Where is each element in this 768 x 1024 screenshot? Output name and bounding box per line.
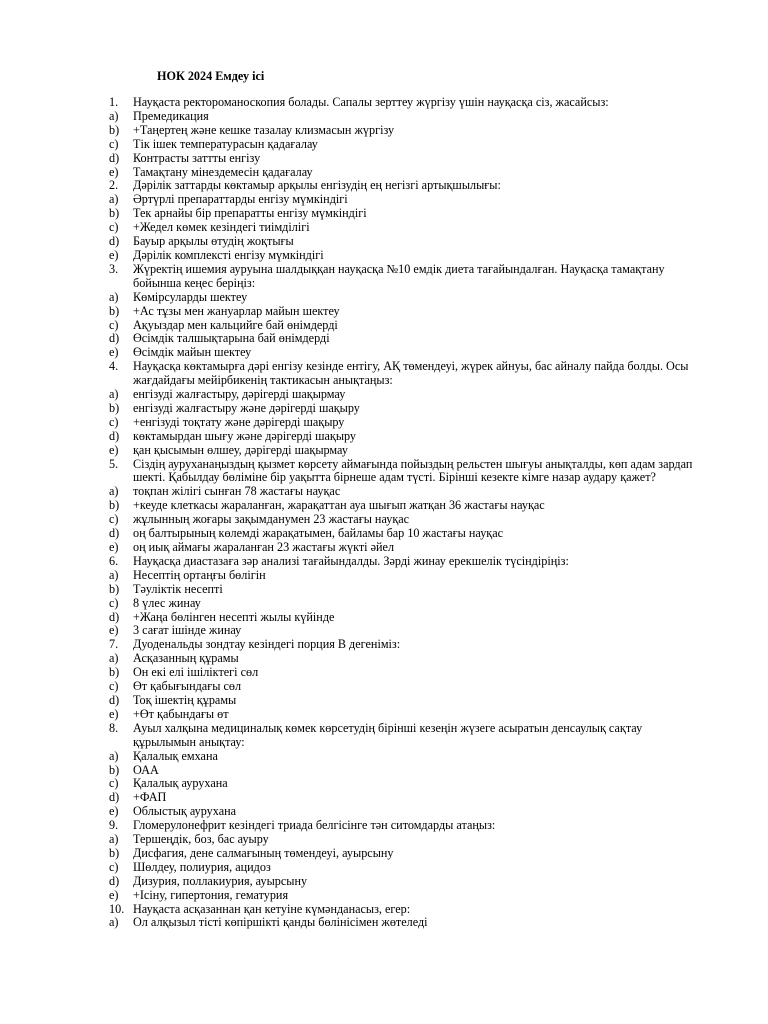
question-item xyxy=(109,96,704,110)
option-letter: c) xyxy=(109,414,119,429)
question-text: Науқасқа диастазаға зәр анализі тағайындалды. Зәрді жинау ерекшелік түсіндіріңіз: xyxy=(133,553,569,568)
option-text: Бауыр арқылы өтудің жоқтығы xyxy=(133,234,294,249)
question-text: Гломерулонефрит кезіндегі триада белгісінге тән ситомдарды атаңыз: xyxy=(133,818,496,833)
option-letter: a) xyxy=(109,748,119,763)
answer-option xyxy=(109,193,704,207)
option-text: Өсімдік майын шектеу xyxy=(133,345,252,360)
answer-option xyxy=(109,624,704,638)
option-text: Ол алқызыл тісті көпіршікті қанды бөлінісімен жөтеледі xyxy=(133,915,428,930)
question-item xyxy=(109,263,704,291)
answer-option xyxy=(109,527,704,541)
option-letter: a) xyxy=(109,567,119,582)
answer-option xyxy=(109,708,704,722)
answer-option xyxy=(109,764,704,778)
question-item xyxy=(109,179,704,193)
question-number: 3. xyxy=(109,261,119,276)
question-text: Науқасқа көктамырға дәрі енгізу кезінде ентігу, АҚ төмендеуі, жүрек айнуы, бас айналу пайда болды. Осы жағдайдағы мейірбикенің тактикасын анықтаңыз: xyxy=(133,359,689,388)
option-letter: e) xyxy=(109,887,119,902)
option-letter: e) xyxy=(109,804,119,819)
option-letter: e) xyxy=(109,164,119,179)
question-number: 2. xyxy=(109,178,119,193)
answer-option xyxy=(109,305,704,319)
answer-option xyxy=(109,861,704,875)
option-letter: b) xyxy=(109,845,120,860)
question-number: 1. xyxy=(109,95,119,109)
option-text: +кеуде клеткасы жараланған, жарақаттан ауа шығып жатқан 36 жастағы науқас xyxy=(133,498,545,513)
answer-option xyxy=(109,388,704,402)
question-text: Сіздің ауруханаңыздың қызмет көрсету аймағында пойыздың рельстен шығуы анықталды, көп адам зардап шекті. Қабылдау бөліміне бір уақытта бірнеше адам түсті. Бірінші кезекте кімге назар аудару қажет? xyxy=(133,456,693,485)
option-letter: a) xyxy=(109,651,119,666)
option-letter: c) xyxy=(109,136,119,151)
option-text: көктамырдан шығу және дәрігерді шақыру xyxy=(133,428,357,443)
answer-option xyxy=(109,221,704,235)
answer-option xyxy=(109,332,704,346)
option-text: +Өт қабындағы өт xyxy=(133,706,229,721)
option-letter: e) xyxy=(109,442,119,457)
answer-option xyxy=(109,444,704,458)
option-letter: c) xyxy=(109,776,119,791)
question-item xyxy=(109,360,704,388)
option-letter: c) xyxy=(109,595,119,610)
option-text: +Ісіну, гипертония, гематурия xyxy=(133,887,289,902)
answer-option xyxy=(109,750,704,764)
option-text: Дәрілік комплексті енгізу мүмкіндігі xyxy=(133,247,324,262)
answer-option xyxy=(109,611,704,625)
option-letter: e) xyxy=(109,706,119,721)
question-number: 6. xyxy=(109,553,119,568)
option-letter: d) xyxy=(109,234,120,249)
option-letter: c) xyxy=(109,220,119,235)
question-number: 5. xyxy=(109,456,119,471)
option-text: 8 үлес жинау xyxy=(133,595,201,610)
option-letter: d) xyxy=(109,150,120,165)
answer-option xyxy=(109,124,704,138)
option-text: қан қысымын өлшеу, дәрігерді шақырмау xyxy=(133,442,348,457)
option-letter: d) xyxy=(109,873,120,888)
answer-option xyxy=(109,166,704,180)
option-letter: a) xyxy=(109,484,119,499)
answer-option xyxy=(109,499,704,513)
answer-option xyxy=(109,541,704,555)
option-letter: b) xyxy=(109,498,120,513)
option-text: ОАА xyxy=(133,762,159,777)
option-text: оң балтырының көлемді жарақатымен, байламы бар 10 жастағы науқас xyxy=(133,526,504,541)
answer-option xyxy=(109,597,704,611)
option-text: Әртүрлі препараттарды енгізу мүмкіндігі xyxy=(133,192,348,207)
option-letter: c) xyxy=(109,859,119,874)
option-letter: b) xyxy=(109,581,120,596)
answer-option xyxy=(109,680,704,694)
question-item xyxy=(109,722,704,750)
option-letter: d) xyxy=(109,331,120,346)
question-item xyxy=(109,819,704,833)
option-text: Тек арнайы бір препаратты енгізу мүмкіндігі xyxy=(133,206,367,221)
option-text: Қалалық емхана xyxy=(133,748,218,763)
answer-option xyxy=(109,791,704,805)
option-letter: b) xyxy=(109,206,120,221)
question-text: Жүректің ишемия ауруына шалдыққан науқасқа №10 емдік диета тағайындалған. Науқасқа тамақтану бойынша кеңес беріңіз: xyxy=(133,261,665,290)
option-text: +Таңертең және кешке тазалау клизмасын жүргізу xyxy=(133,122,395,137)
option-letter: b) xyxy=(109,303,120,318)
answer-option xyxy=(109,666,704,680)
question-number: 9. xyxy=(109,818,119,833)
option-text: енгізуді жалғастыру, дәрігерді шақырмау xyxy=(133,387,346,402)
option-text: енгізуді жалғастыру және дәрігерді шақыру xyxy=(133,400,360,415)
answer-option xyxy=(109,152,704,166)
option-letter: a) xyxy=(109,192,119,207)
option-letter: b) xyxy=(109,762,120,777)
answer-option xyxy=(109,569,704,583)
document-title: НОК 2024 Емдеу ісі xyxy=(157,69,265,83)
option-letter: d) xyxy=(109,692,120,707)
question-number: 8. xyxy=(109,720,119,735)
question-number: 4. xyxy=(109,359,119,374)
answer-option xyxy=(109,485,704,499)
option-text: Он екі елі ішіліктегі сөл xyxy=(133,665,259,680)
option-letter: a) xyxy=(109,387,119,402)
option-letter: c) xyxy=(109,679,119,694)
answer-option xyxy=(109,583,704,597)
answer-option xyxy=(109,346,704,360)
option-text: Ақуыздар мен кальцийге бай өнімдерді xyxy=(133,317,338,332)
option-letter: c) xyxy=(109,317,119,332)
option-text: Дизурия, поллакиурия, ауырсыну xyxy=(133,873,308,888)
option-letter: a) xyxy=(109,832,119,847)
answer-option xyxy=(109,138,704,152)
option-text: 3 сағат ішінде жинау xyxy=(133,623,242,638)
option-text: Контрасты заттты енгізу xyxy=(133,150,261,165)
answer-option xyxy=(109,889,704,903)
option-text: Шөлдеу, полиурия, ацидоз xyxy=(133,859,271,874)
option-letter: a) xyxy=(109,289,119,304)
option-letter: b) xyxy=(109,400,120,415)
answer-option xyxy=(109,416,704,430)
option-letter: c) xyxy=(109,512,119,527)
question-item xyxy=(109,458,704,486)
option-text: +енгізуді тоқтату және дәрігерді шақыру xyxy=(133,414,345,429)
option-text: Дисфагия, дене салмағының төмендеуі, ауырсыну xyxy=(133,845,394,860)
option-text: Қалалық аурухана xyxy=(133,776,228,791)
option-text: оң иық аймағы жараланған 23 жастағы жүкті әйел xyxy=(133,540,395,554)
option-text: Несептің ортаңғы бөлігін xyxy=(133,567,266,582)
answer-option xyxy=(109,430,704,444)
option-text: +ФАП xyxy=(133,790,167,805)
option-letter: a) xyxy=(109,915,119,930)
answer-option xyxy=(109,777,704,791)
answer-option xyxy=(109,847,704,861)
question-item xyxy=(109,555,704,569)
option-text: Асқазанның құрамы xyxy=(133,651,239,666)
question-text: Ауыл халқына медициналық көмек көрсетудің бірінші кезеңін жүзеге асыратын денсаулық сақтау құрылымын анықтау: xyxy=(133,720,643,749)
option-letter: e) xyxy=(109,623,119,638)
option-text: Тамақтану мінездемесін қадағалау xyxy=(133,164,313,179)
option-text: тоқпан жілігі сынған 78 жастағы науқас xyxy=(133,484,341,499)
option-text: +Жаңа бөлінген несепті жылы күйінде xyxy=(133,609,335,624)
answer-option xyxy=(109,833,704,847)
option-letter: a) xyxy=(109,108,119,123)
option-text: +Жедел көмек кезіндегі тиімділігі xyxy=(133,220,310,235)
question-number: 10. xyxy=(109,901,125,916)
question-item xyxy=(109,903,704,917)
question-number: 7. xyxy=(109,637,119,652)
option-text: Тоқ ішектің құрамы xyxy=(133,692,237,707)
option-letter: e) xyxy=(109,345,119,360)
answer-option xyxy=(109,402,704,416)
question-list xyxy=(109,96,704,930)
question-item xyxy=(109,638,704,652)
question-text: Науқаста ректороманоскопия болады. Сапалы зерттеу жүргізу үшін науқасқа сіз, жасайсыз: xyxy=(133,95,609,109)
answer-option xyxy=(109,249,704,263)
question-text: Дәрілік заттарды көктамыр арқылы енгізудің ең негізгі артықшылығы: xyxy=(133,178,501,193)
option-letter: d) xyxy=(109,609,120,624)
option-text: Тершеңдік, боз, бас ауыру xyxy=(133,832,269,847)
option-text: Өсімдік талшықтарына бай өнімдерді xyxy=(133,331,330,346)
answer-option xyxy=(109,694,704,708)
answer-option xyxy=(109,652,704,666)
option-text: +Ас тұзы мен жануарлар майын шектеу xyxy=(133,303,340,318)
option-text: жұлынның жоғары зақымданумен 23 жастағы науқас xyxy=(133,512,410,527)
option-letter: b) xyxy=(109,665,120,680)
option-text: Өт қабығындағы сөл xyxy=(133,679,242,694)
option-text: Тәуліктік несепті xyxy=(133,581,223,596)
question-text: Дуоденальды зондтау кезіндегі порция В дегеніміз: xyxy=(133,637,401,652)
answer-option xyxy=(109,207,704,221)
answer-option xyxy=(109,513,704,527)
question-text: Науқаста асқазаннан қан кетуіне күмәнданасыз, егер: xyxy=(133,901,411,916)
answer-option xyxy=(109,291,704,305)
option-letter: e) xyxy=(109,247,119,262)
option-letter: e) xyxy=(109,540,119,554)
option-letter: d) xyxy=(109,526,120,541)
option-text: Премедикация xyxy=(133,108,209,123)
option-letter: b) xyxy=(109,122,120,137)
answer-option xyxy=(109,319,704,333)
answer-option xyxy=(109,875,704,889)
option-text: Көмірсуларды шектеу xyxy=(133,289,248,304)
answer-option xyxy=(109,110,704,124)
option-letter: d) xyxy=(109,428,120,443)
answer-option xyxy=(109,805,704,819)
option-text: Тік ішек температурасын қадағалау xyxy=(133,136,318,151)
option-letter: d) xyxy=(109,790,120,805)
answer-option xyxy=(109,235,704,249)
option-text: Облыстық аурухана xyxy=(133,804,237,819)
answer-option xyxy=(109,916,704,930)
